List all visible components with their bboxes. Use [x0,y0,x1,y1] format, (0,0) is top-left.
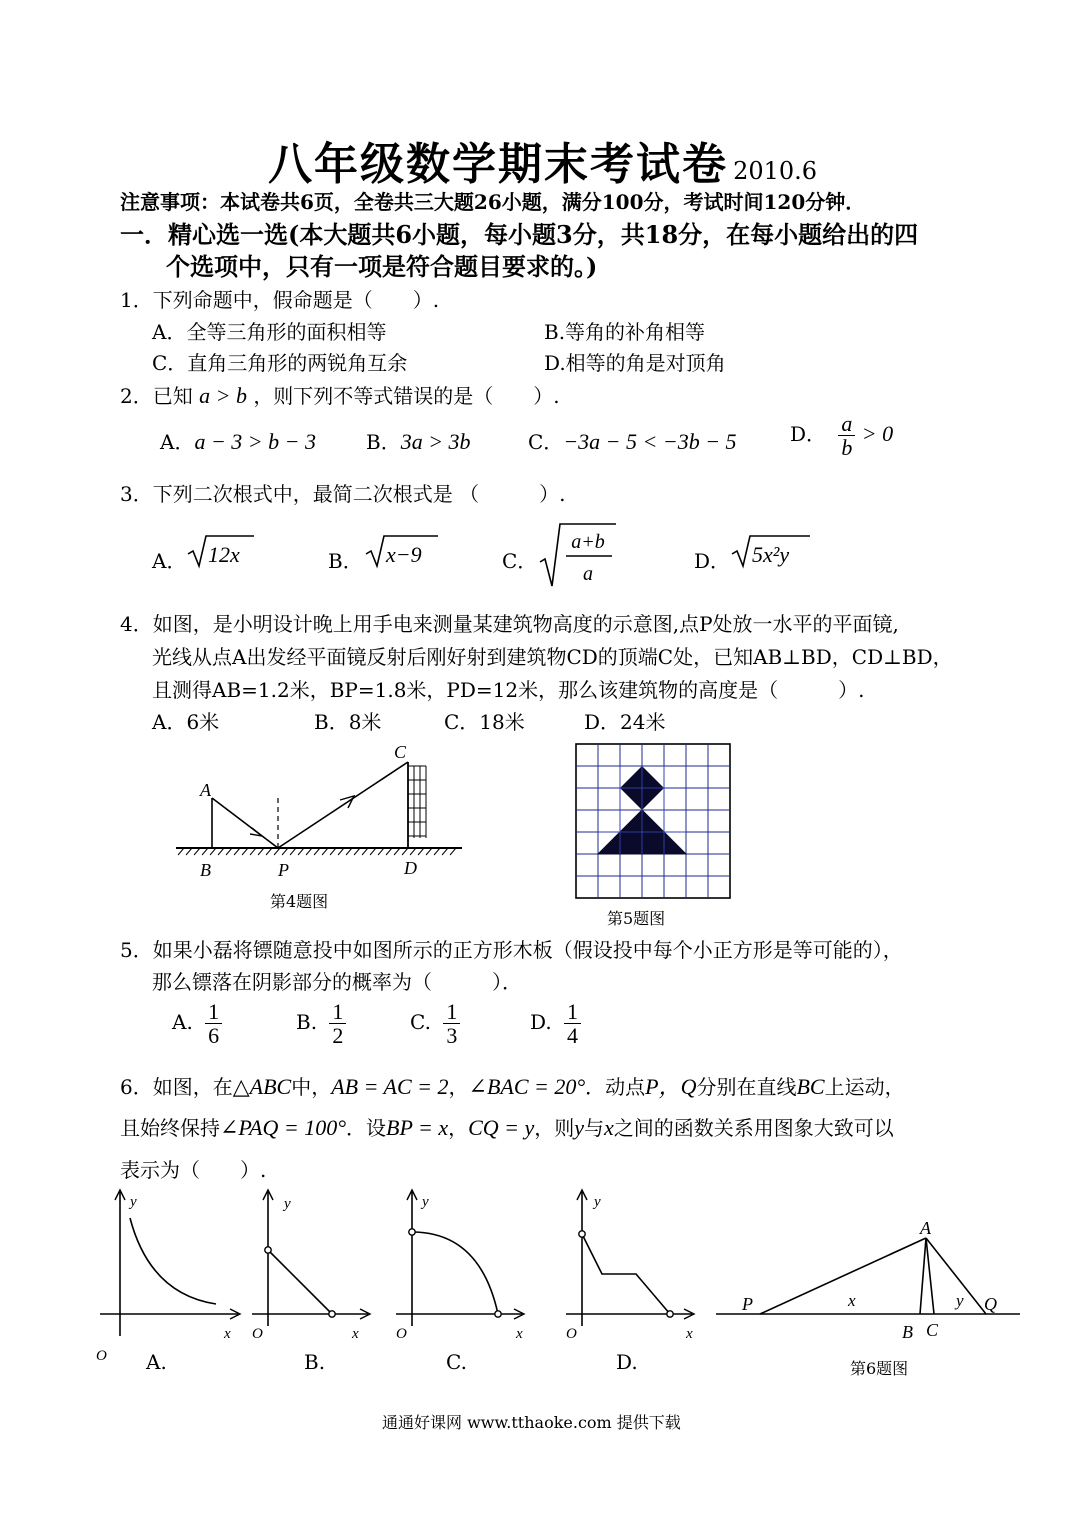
q6-l1-d: AB = AC = 2 [331,1074,449,1099]
q5-option-b [296,1000,346,1047]
q2-a-expr: a − 3 > b − 3 [194,429,316,454]
q6-b-y-label: y [284,1196,291,1212]
q4-option-b: B．8米 [314,710,382,734]
q5-option-d [530,1000,581,1047]
q4-option-c: C．18米 [444,710,525,734]
q2-d-denominator: b [841,435,853,461]
q5-a-label: A. [172,1010,193,1035]
q6-b-line [268,1250,332,1314]
q6-l2-h: y [574,1115,585,1140]
q2-d-rest: > 0 [861,421,894,447]
page-title [268,128,817,192]
q4-line3: 且测得AB=1.2米，BP=1.8米，PD=12米，那么该建筑物的高度是（ ）. [152,678,865,702]
q4-arrow-1 [250,828,262,836]
q3-b-sqrt [364,532,440,572]
q2-d-fraction [838,412,855,459]
q6-l1-j: BC [796,1074,825,1099]
exam-title: 八年级数学期末考试卷 [268,139,728,190]
exam-notice: 注意事项：本试卷共6页，全卷共三大题26小题，满分100分，考试时间120分钟． [120,190,866,214]
q4-option-d: D．24米 [584,710,666,734]
q6-c-open-point-y [409,1229,415,1235]
q6-graph-c [392,1186,532,1346]
q6-b-x-label: x [352,1326,359,1342]
q5-c-den: 3 [446,1023,458,1049]
q6-l1-e: ， [448,1075,469,1099]
q2-c-expr: −3a − 5 < −3b − 5 [563,429,737,454]
q6-l1-g: ．动点 [585,1075,646,1099]
q6-c-open-point-x [495,1311,501,1317]
q5-c-fraction [443,1000,460,1047]
q4-label-a: A [200,780,211,800]
q6-fig-label-q: Q [984,1294,997,1314]
q3-c-label: C． [502,549,538,573]
q5-a-num: 1 [205,1000,222,1024]
q5-c-num: 1 [443,1000,460,1024]
q6-l2-c: ．设 [346,1116,387,1140]
q1-option-c: C．直角三角形的两锐角互余 [152,351,408,375]
q5-a-den: 6 [208,1023,220,1049]
q5-d-fraction [564,1000,581,1047]
q6-d-open-point-y [579,1231,585,1237]
q3-c-numerator: a+b [571,531,605,553]
q6-b-open-point-x [329,1311,335,1317]
q4-label-p: P [278,860,289,880]
q1-stem: 1．下列命题中，假命题是（ ）. [120,288,440,312]
q6-b-origin: O [252,1326,263,1342]
q2-stem-post: ，则下列不等式错误的是（ ）. [253,384,560,408]
q6-graph-c-label: C. [446,1350,467,1374]
q4-figure [170,738,470,888]
q2-stem-pre: 2．已知 [120,384,193,408]
q6-line3: 表示为（ ）. [120,1158,267,1182]
q6-graph-d [562,1186,702,1346]
q6-l1-k: 上运动， [824,1075,905,1099]
q6-d-x-label: x [686,1326,693,1342]
q6-l1-h: P，Q [645,1074,697,1099]
q2-option-a [160,426,316,455]
q5-a-fraction [205,1000,222,1047]
q3-a-label: A． [152,549,187,573]
q5-option-a [172,1000,222,1047]
q3-c-denominator: a [583,563,593,585]
q4-label-c: C [394,742,407,762]
q5-b-fraction [329,1000,346,1047]
q6-l1-a: 6．如图，在 [120,1075,233,1099]
q5-option-c [410,1000,460,1047]
q3-stem: 3．下列二次根式中，最简二次根式是 （ ）. [120,482,566,506]
q6-d-origin: O [566,1326,577,1342]
q4-line1: 4．如图，是小明设计晚上用手电来测量某建筑物高度的示意图,点P处放一水平的平面镜, [120,612,899,636]
q4-ray-ap [212,798,278,848]
q6-d-polyline [582,1234,670,1314]
q6-d-y-label: y [594,1194,601,1210]
q3-b-label: B． [328,549,363,573]
q5-b-den: 2 [332,1023,344,1049]
q6-l2-e: ， [448,1116,469,1140]
q4-option-a: A．6米 [152,710,220,734]
q2-option-b [366,426,471,455]
q5-b-label: B. [296,1010,318,1035]
q6-graph-a-label: A. [146,1350,167,1374]
q6-b-open-point-y [265,1247,271,1253]
exam-date: 2010.6 [733,157,818,185]
q6-c-origin: O [396,1326,407,1342]
q5-line1: 5．如果小磊将镖随意投中如图所示的正方形木板（假设投中每个小正方形是等可能的）， [120,938,903,962]
q2-d-label: D． [790,422,827,447]
q6-l1-i: 分别在直线 [696,1075,797,1099]
q2-b-expr: 3a > 3b [400,429,471,454]
q6-l2-g: ，则 [534,1116,575,1140]
q4-ray-pc [278,762,408,848]
q6-segment-ab [920,1238,926,1314]
q3-a-radicand: 12x [208,542,240,567]
q4-line2: 光线从点A出发经平面镜反射后刚好射到建筑物CD的顶端C处，已知AB⊥BD，CD⊥BD， [152,645,953,669]
q4-building-windows [408,766,426,838]
q6-l2-f: CQ = y [468,1115,535,1140]
q6-graph-a [94,1186,244,1366]
q2-option-d [790,412,893,459]
q3-a-sqrt [186,532,256,572]
q6-l1-b: △ABC [232,1074,292,1099]
q1-option-d: D.相等的角是对顶角 [544,351,726,375]
page-footer: 通通好课网 www.tthaoke.com 提供下载 [382,1413,681,1432]
section1-heading-line1: 一．精心选一选(本大题共6小题，每小题3分，共18分，在每小题给出的四 [120,220,919,249]
q3-d-label: D． [694,549,731,573]
q6-line1 [120,1070,905,1101]
q6-graph-b [248,1186,378,1346]
q2-condition: a > b [199,383,247,408]
q4-label-b: B [200,860,211,880]
q6-c-curve [412,1232,498,1314]
q2-a-label: A． [160,430,195,454]
q6-caption: 第6题图 [850,1359,909,1378]
q6-a-origin: O [96,1348,107,1364]
q3-d-radicand: 5x²y [752,542,790,567]
q4-ground-hatching [178,848,456,855]
q6-a-y-label: y [130,1194,137,1210]
q6-l1-f: ∠BAC = 20° [468,1074,586,1099]
q6-l2-j: x [604,1115,614,1140]
q5-d-num: 1 [564,1000,581,1024]
q5-figure [574,742,734,900]
q2-stem [120,380,560,409]
q2-b-label: B． [366,430,401,454]
q6-graph-d-label: D. [616,1350,638,1374]
q5-b-num: 1 [329,1000,346,1024]
q6-a-curve [130,1218,216,1304]
q6-d-open-point-x [667,1311,673,1317]
q6-l2-a: 且始终保持 [120,1116,220,1140]
q6-fig-label-b: B [902,1322,913,1342]
q6-l2-d: BP = x [386,1115,449,1140]
q3-d-sqrt [730,532,814,572]
q1-option-b: B.等角的补角相等 [544,320,706,344]
q5-d-label: D. [530,1010,552,1035]
q3-b-radicand: x−9 [386,542,422,567]
q6-l2-b: ∠PAQ = 100° [220,1115,347,1140]
q6-fig-label-a: A [920,1220,931,1238]
q6-l1-c: 中， [291,1075,332,1099]
q4-label-d: D [404,858,417,878]
q6-fig-label-y: y [956,1291,964,1310]
q6-l2-k: 之间的函数关系用图象大致可以 [613,1116,894,1140]
q6-fig-label-p: P [742,1294,753,1314]
q6-graph-b-label: B. [304,1350,326,1374]
q6-c-x-label: x [516,1326,523,1342]
q6-fig-label-c: C [926,1320,939,1340]
q6-segment-ac [926,1238,934,1314]
q5-d-den: 4 [567,1023,579,1049]
q4-caption: 第4题图 [270,892,329,911]
q6-segment-pa [760,1238,926,1314]
q6-l2-i: 与 [584,1116,605,1140]
q5-caption: 第5题图 [607,909,666,928]
q6-figure [712,1220,1024,1350]
q6-a-x-label: x [224,1326,231,1342]
q6-c-y-label: y [422,1194,429,1210]
q2-c-label: C． [528,430,564,454]
q2-d-numerator: a [838,412,855,436]
q3-c-sqrt [538,520,618,590]
q6-line2 [120,1112,894,1141]
section1-heading-line2: 个选项中，只有一项是符合题目要求的。) [166,252,598,281]
q5-line2: 那么镖落在阴影部分的概率为（ ）． [152,970,522,994]
q1-option-a: A．全等三角形的面积相等 [152,320,387,344]
q5-c-label: C. [410,1010,431,1035]
q2-option-c [528,426,737,455]
q6-fig-label-x: x [848,1291,856,1310]
